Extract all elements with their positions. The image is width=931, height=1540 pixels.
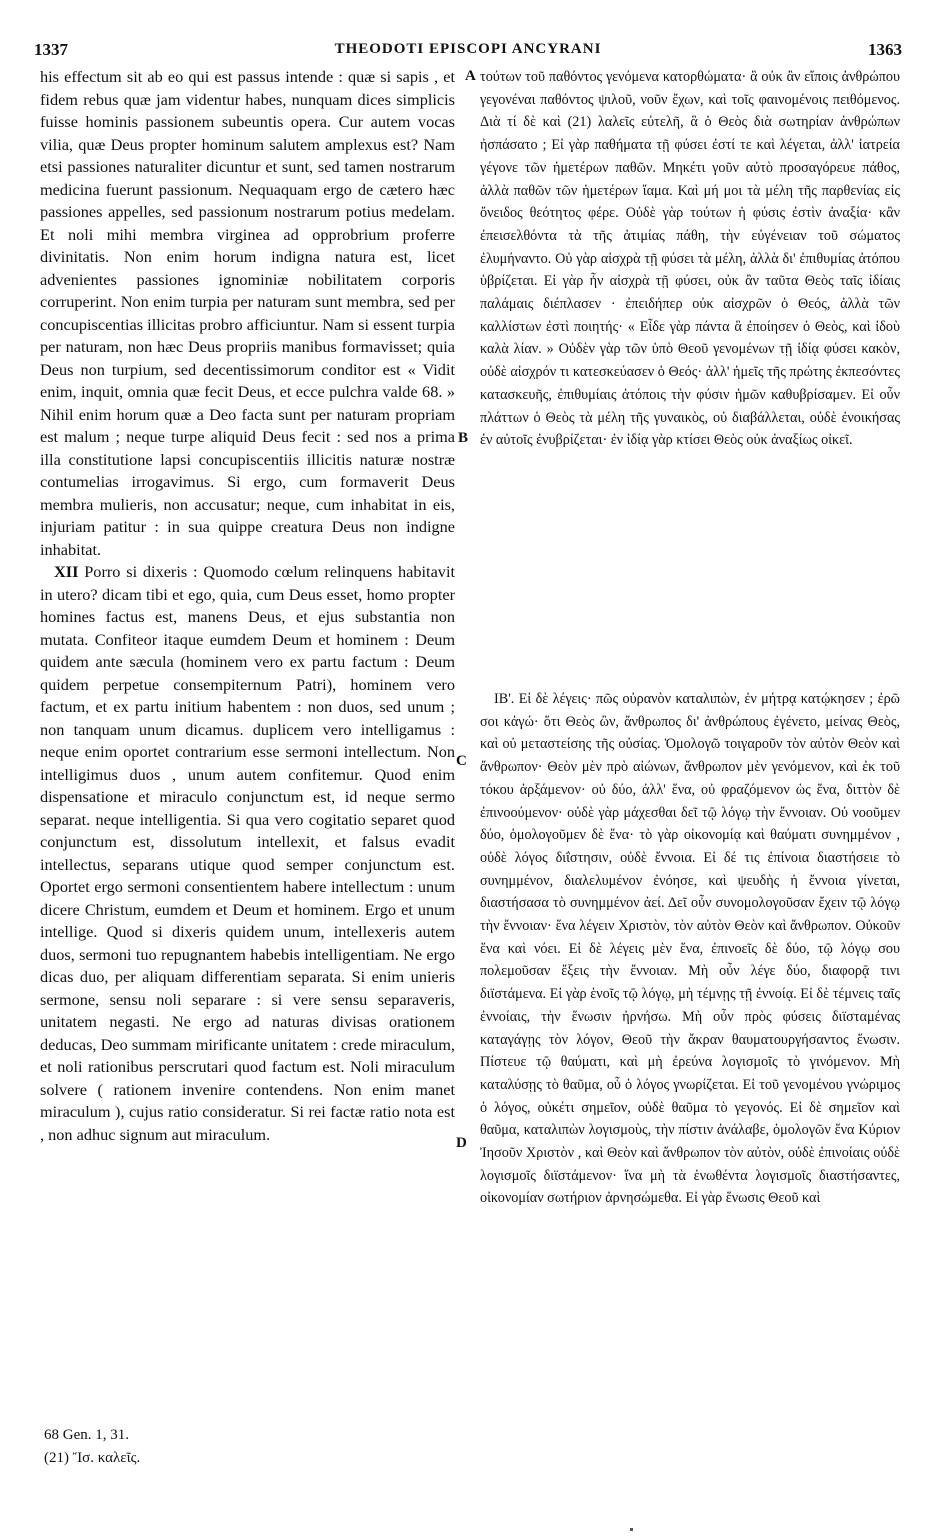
margin-letter-c: C <box>456 753 467 769</box>
greek-paragraph-1: τούτων τοῦ παθόντος γενόμενα κατορθώματα· ἃ οὐκ ἂν εἴποις ἀνθρώπου γεγονέναι παθόντος ψιλοῦ, νοῦν ἔχων, καὶ τοῖς φαινομένοις πειθόμενος. Διὰ τί δὲ καὶ (21) λαλεῖς εὐτελῆ, ἃ ὁ Θεὸς διὰ σωτηρίαν ἀνθρώπων ἠσπάσατο ; Εἰ γὰρ παθήματα τῇ φύσει ἐστί τε καὶ λέγεται, ἀλλ' ἰατρεία γέγονε τῶν ἡμετέρων παθῶν. Μηκέτι γοῦν αὐτὸ προσαγόρευε πάθος, ἀλλὰ παθῶν τῶν ἡμετέρων ἴαμα. Καὶ μή μοι τὰ μέλη τῆς παρθενίας εἰς ὄνειδος θεότητος φέρε. Οὐδὲ γὰρ τούτων ἡ φύσις ἐστὶν ἀναξία· κἂν ἐπεισελθόντα τὰ τῆς ἀτιμίας πάθη, τὴν εὐγένειαν τοῦ σώματος ἐλυμήναντο. Οὐ γὰρ αἰσχρὰ τῇ φύσει τὰ μέλη, ἀλλὰ δι' ἐπιθυμίας ἀτόπου ὑβρίζεται. Εἰ γὰρ ἦν αἰσχρὰ τῇ φύσει, οὐκ ἂν ταῦτα Θεὸς ταῖς ἰδίαις παλάμαις διέπλασεν · ἐπειδήπερ οὐκ αἰσχρῶν ὁ Θεός, ἀλλὰ τῶν καλλίστων ἐστὶ ποιητής· « Εἶδε γὰρ πάντα ἃ ἐποίησεν ὁ Θεὸς, καὶ ἰδοὺ καλὰ λίαν. » Οὐδὲν γὰρ τῶν ὑπὸ Θεοῦ γενομένων τῇ ἰδίᾳ φύσει κακὸν, οὐδὲ αἰσχρόν τι κατεσκεύασεν ὁ Θεός· ἀλλ' ἡμεῖς τῆς πρώτης ἐκπεσόντες κατασκευῆς, ἐπιθυμίαις ἀτόποις τὴν φύσιν ἡμῶν καθυβρίσαμεν. Εἰ οὖν πλάττων ὁ Θεὸς τὰ μέλη τῆς γυναικὸς, οὐ διαβάλλεται, οὐδὲ ἐνοικήσας ἐν αὐτοῖς ἐνυβρίζεται· ἐν ἰδίᾳ γὰρ κτίσει Θεὸς οὐκ ἀναξίως οἰκεῖ. <box>480 69 900 449</box>
margin-letter-b: B <box>458 430 469 446</box>
footnote-2: (21) Ἴσ. καλεῖς. <box>44 1450 141 1466</box>
print-dot <box>630 1528 633 1531</box>
greek-paragraph-2 <box>480 688 900 1210</box>
footnote-1: 68 Gen. 1, 31. <box>44 1427 129 1443</box>
page-header <box>34 40 902 62</box>
page-number-left: 1337 <box>34 40 68 59</box>
greek-column-upper <box>480 66 900 452</box>
latin-paragraph-1: his effectum sit ab eo qui est passus intende : quæ si sapis , et fidem rebus quæ jam videntur habes, nunquam dices simplicis fuisse hominis passionem subeuntis opera. Cur autem vocas vilia, quæ Deus propter hominum salutem amplexus est? Nam etsi passiones naturaliter dicuntur et sunt, sed tamen nostrarum medicina fuerunt passionum. Nequaquam ergo de cætero hæc passiones appelles, sed passionum nostrarum potius medelam. Et noli mihi membra virginea ad opprobrium proferre divinitatis. Non enim horum indigna natura est, licet advenientes passiones ignominiæ nobilitatem corporis corruperint. Non enim turpia per naturam sunt membra, sed per concupiscentias illicitas probro afficiuntur. Nam si essent turpia per naturam, non hæc Deus propriis manibus formavisset; quia Deus non turpium, sed decentissimorum conditor est « Vidit enim, inquit, omnia quæ fecit Deus, et ecce pulchra valde 68. » Nihil enim horum quæ a Deo facta sunt per naturam propriam est malum ; neque turpe aliquid Deus fecit : sed nos a prima illa constitutione lapsi concupiscentiis illicitis naturæ nostræ contumelias irrogavimus. Si ergo, cum formaverit Deus membra mulieris, non accusatur; neque, cum inhabitat in eis, injuriam patitur : in sua quippe creatura Deus non indigne inhabitat. <box>40 67 455 559</box>
latin-paragraph-2-text: Porro si dixeris : Quomodo cœlum relinquens habitavit in utero? dicam tibi et ego, quia, cum Deus esset, homo propter homines factus est, manens Deus, et ejus substantia non mutata. Confiteor itaque eumdem Deum et hominem : Deum quidem ante sæcula (hominem vero ex partu factum : Deum quidem perpetue consempiternum Patri), hominem vero factum, et ex partu initium habentem : non duos, sed unum ; non tanquam unum dicamus. duplicem vero intelligamus : neque enim oportet contrarium esse sermoni intellectum. Non intelligimus duos , unum autem confitemur. Quod enim dispensatione et miraculo conjunctum est, id neque sermo separat. neque intelligentia. Si qua vero cogitatio separet quod conjunctum est, dissolutum intellexit, et falsus evadit intellectus, separans utique quod semper conjunctum est. Oportet ergo sermoni consentientem habere intellectum : unum dicere Christum, eumdem et Deum et hominem. Ergo et unum intellige. Quod si dixeris quidem unum, intellexeris autem duos, sermoni tuo repugnantem habebis intelligentiam. Ne ergo dicas duo, per aliquam differentiam separata. Si enim unieris sermone, sensu noli separare : si vere sensu separaveris, unitatem negasti. Ne ergo ad naturas divisas orationem deducas, Deo summam mirificante unitatem : crede miraculum, et noli rationibus perscrutari quod factum est. Noli miraculum solvere ( rationem invenire contendens. Non enim manet miraculum ), cujus ratio consideratur. Si rei factæ ratio nota est , non adhuc signum aut miraculum. <box>40 562 455 1144</box>
margin-letter-a: A <box>465 68 476 84</box>
running-title: THEODOTI EPISCOPI ANCYRANI <box>334 41 602 57</box>
latin-paragraph-2 <box>40 561 455 1146</box>
greek-paragraph-2-text: Εἰ δὲ λέγεις· πῶς οὐρανὸν καταλιπὼν, ἐν μήτρᾳ κατῴκησεν ; ἐρῶ σοι κἀγώ· ὅτι Θεὸς ὢν, ἄνθρωπος δι' ἀνθρώπους ἐγένετο, μείνας Θεὸς, καὶ οὐ μεταστείσης τῆς οὐσίας. Ὁμολογῶ τοιγαροῦν τὸν αὐτὸν Θεὸν καὶ ἄνθρωπον· Θεὸν μὲν πρὸ αἰώνων, ἄνθρωπον μὲν γενόμενον, καὶ ἐκ τοῦ τόκου ἀρξάμενον· οὐ δύο, ἀλλ' ἕνα, οὐ φραζόμενον ὡς ἕνα, διττὸν δὲ ἐπινοούμενον· οὐδὲ γὰρ μάχεσθαι δεῖ τῷ λόγῳ τὴν ἔννοιαν. Οὐ νοοῦμεν δύο, ὁμολογοῦμεν δὲ ἕνα· τὸ γὰρ οἰκονομίᾳ καὶ θαύματι συνημμένον , οὐδὲ λόγος διΐστησιν, οὐδὲ ἔννοια. Εἰ δέ τις ἐπίνοια διαστήσειε τὸ συνημμένον, διαλελυμένον ἐνόησε, καὶ ψευδὴς ἡ ἔννοια γίνεται, διαστήσασα τὸ συνημμένον ἀεί. Δεῖ οὖν συνομολογοῦσαν ἔχειν τῷ λόγῳ τὴν ἔννοιαν· ἕνα λέγειν Χριστὸν, τὸν αὐτὸν Θεὸν καὶ ἄνθρωπον. Οὐκοῦν ἕνα καὶ νόει. Εἰ δὲ λέγεις μὲν ἕνα, ἐπινοεῖς δὲ δύο, τῷ λόγῳ σου πολεμοῦσαν ἕξεις τὴν ἔννοιαν. Μὴ οὖν λέγε δύο, διαφορᾷ τινι διϊστάμενα. Εἰ γὰρ ἑνοῖς τῷ λόγῳ, μὴ τέμνῃς τῇ ἐννοίᾳ. Εἰ δὲ τέμνεις ταῖς ἐννοίαις, τὴν ἕνωσιν ἠρνήσω. Μὴ οὖν πρὸς φύσεις διϊσταμένας καταγάγῃς τὸν λόγον, Θεοῦ τὴν ἄκραν θαυματουργήσαντος ἕνωσιν. Πίστευε τῷ θαύματι, καὶ μὴ ἐρεύνα λογισμοῖς τὸ γινόμενον. Μὴ καταλύσῃς τὸ θαῦμα, οὗ ὁ λόγος γνωρίζεται. Εἰ τοῦ γενομένου γνώριμος ὁ λόγος, οὐκέτι σημεῖον, οὐδὲ θαῦμα τὸ γεγονός. Εἰ δὲ σημεῖον καὶ θαῦμα, καταλιπὼν λογισμοὺς, τὴν πίστιν ἀνάλαβε, ὁμολογῶν ἕνα Κύριον Ἰησοῦν Χριστὸν , καὶ Θεὸν καὶ ἄνθρωπον τὸν αὐτὸν, οὐδὲ ἐπινοίαις οὐδὲ λογισμοῖς διϊστάμενον· ἵνα μὴ τὰ ἑνωθέντα λογισμοῖς διαστήσαντες, οἰκονομίαν σωτήριον ἀρνησώμεθα. Εἰ γὰρ ἕνωσις Θεοῦ καὶ <box>480 691 900 1207</box>
latin-column <box>40 66 455 1146</box>
latin-section-number: XII <box>54 562 79 581</box>
greek-section-number: ΙΒ'. <box>494 691 515 707</box>
margin-letter-d: D <box>456 1135 467 1151</box>
page-number-right: 1363 <box>868 40 902 59</box>
greek-column-lower <box>480 688 900 1210</box>
